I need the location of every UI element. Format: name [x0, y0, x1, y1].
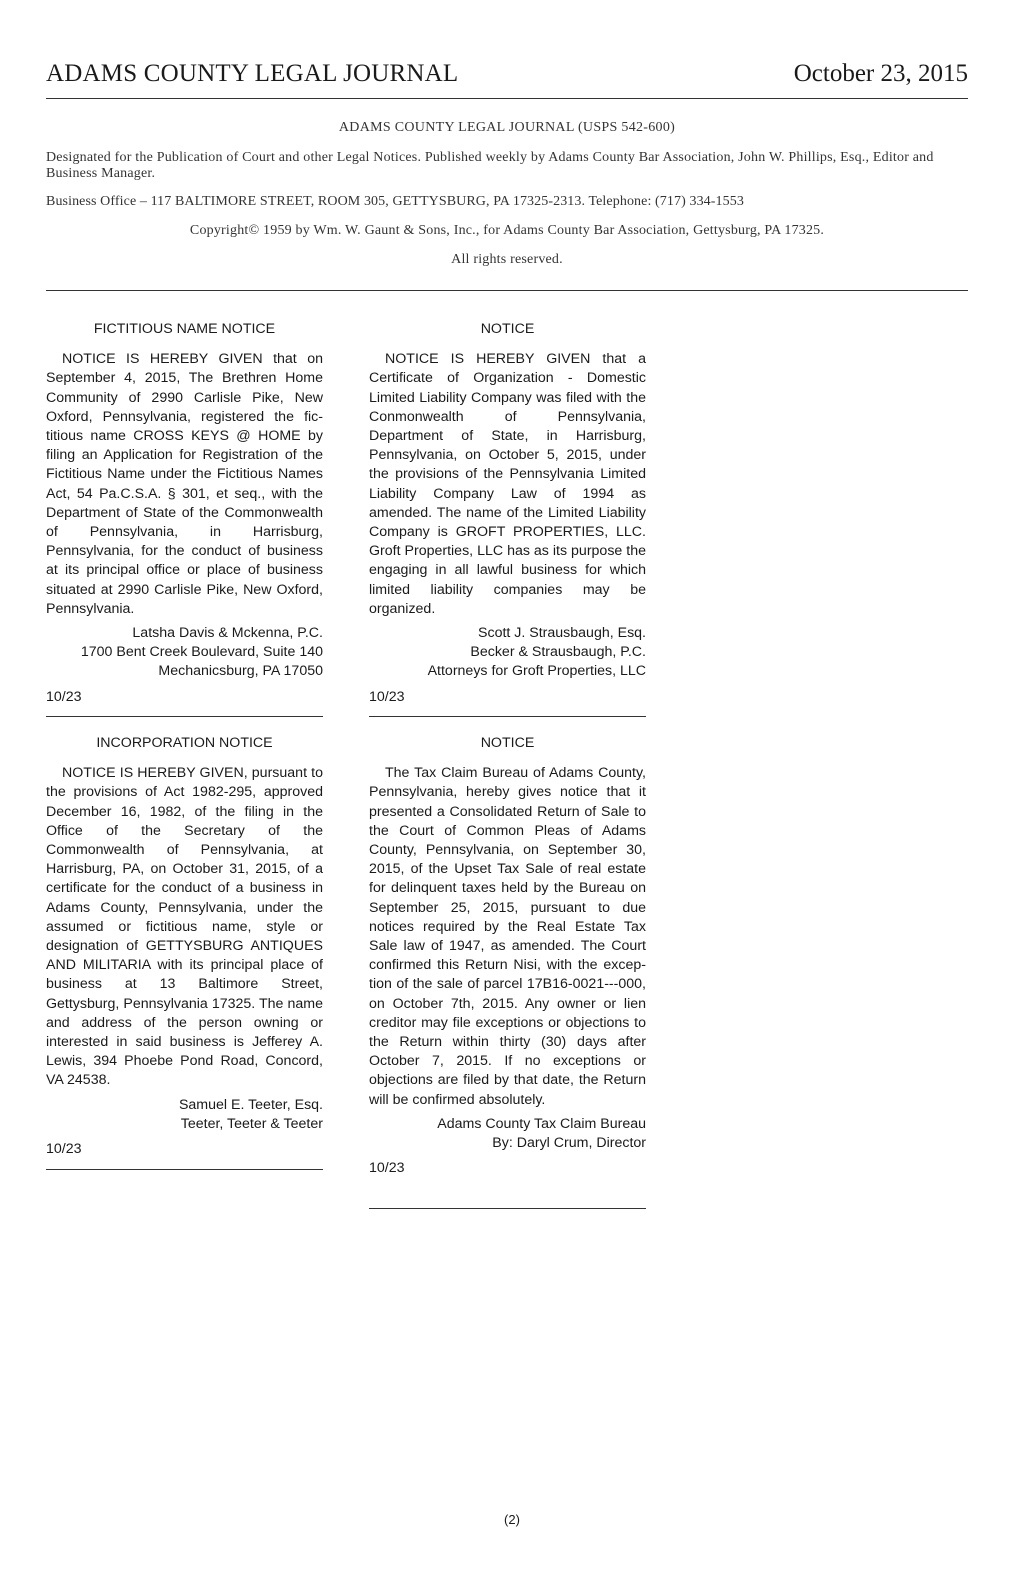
- notice-fictitious-name: [46, 320, 323, 717]
- page-number: (2): [504, 1512, 520, 1527]
- notice-date: 10/23: [369, 1160, 405, 1177]
- notice-tax-claim: [369, 734, 646, 1209]
- notice-heading: INCORPORATION NOTICE: [96, 735, 273, 751]
- signature-line: Becker & Strausbaugh, P.C.: [470, 644, 646, 661]
- running-header: [46, 58, 968, 99]
- copyright-line: Copyright© 1959 by Wm. W. Gaunt & Sons, Inc., for Adams County Bar Association, Gettysburg, PA 17325.: [189, 223, 825, 238]
- notice-llc-organization: [369, 320, 646, 717]
- masthead: [46, 118, 968, 291]
- signature-line: By: Daryl Crum, Director: [492, 1135, 646, 1152]
- notice-incorporation: [46, 734, 323, 1170]
- notice-heading: NOTICE: [480, 735, 535, 751]
- notice-signature: [46, 624, 323, 682]
- notice-signature: [369, 1115, 646, 1153]
- signature-line: Mechanicsburg, PA 17050: [158, 663, 323, 680]
- notice-date: 10/23: [46, 688, 82, 705]
- notice-heading: FICTITIOUS NAME NOTICE: [93, 321, 276, 337]
- signature-line: Scott J. Strausbaugh, Esq.: [478, 625, 646, 642]
- notice-body: The Tax Claim Bureau of Adams County, Pennsylvania, hereby gives notice that it presented a Consolidated Return of Sale to the Court of Common Pleas of Adams County, Pennsylvania, on September 30, 2015, of the Upset Tax Sale of real estate for delinquent taxes held by the Bureau on September 25, 2015, pursuant to due notices required by the Real Estate Tax Sale law of 1947, as amended. The Court confirmed this Return Nisi, with the exception of the sale of parcel 17B16-0021---000, on October 7th, 2015. Any owner or lien creditor may file exceptions or objections to the Return within thirty (30) days after October 7, 2015. If no exceptions or objections are filed by that date, the Return will be confirmed absolutely.: [369, 765, 646, 1108]
- issue-date: October 23, 2015: [793, 60, 968, 87]
- notice-date: 10/23: [369, 688, 405, 705]
- notice-signature: [46, 1096, 323, 1134]
- notice-body: NOTICE IS HEREBY GIVEN that on September 4, 2015, The Brethren Home Community of 2990 Carlisle Pike, New Oxford, Pennsylvania, registered the fictitious name CROSS KEYS @ HOME by filing an Application for Registration of the Fictitious Name under the Fictitious Names Act, 54 Pa.C.S.A. § 301, et seq., with the Department of State of the Commonwealth of Pennsylvania, in Harrisburg, Pennsylvania, for the conduct of business at its principal office or place of business situated at 2990 Carlisle Pike, New Oxford, Pennsylvania.: [46, 351, 323, 617]
- masthead-description: Designated for the Publication of Court and other Legal Notices. Published weekly by Adams County Bar Association, John W. Phillips, Esq., Editor and Business Manager.: [46, 150, 934, 181]
- signature-line: Latsha Davis & Mckenna, P.C.: [132, 625, 323, 642]
- signature-line: Samuel E. Teeter, Esq.: [178, 1096, 323, 1113]
- notice-body: NOTICE IS HEREBY GIVEN, pursuant to the provisions of Act 1982-295, approved December 16, 1982, of the filing in the Office of the Secretary of the Commonwealth of Pennsylvania, at Harrisburg, PA, on October 31, 2015, of a certificate for the conduct of a business in Adams County, Pennsylvania, under the assumed or fictitious name, style or designation of GETTYSBURG ANTIQUES AND MILITARIA with its principal place of business at 13 Baltimore Street, Gettysburg, Pennsylvania 17325. The name and address of the person owning or interested in said business is Jefferey A. Lewis, 394 Phoebe Pond Road, Concord, VA 24538.: [46, 765, 323, 1089]
- notice-date: 10/23: [46, 1141, 82, 1158]
- rights-line: All rights reserved.: [451, 252, 563, 267]
- signature-line: 1700 Bent Creek Boulevard, Suite 140: [80, 644, 323, 661]
- signature-line: Adams County Tax Claim Bureau: [437, 1115, 646, 1132]
- notice-signature: [369, 624, 646, 682]
- masthead-title: ADAMS COUNTY LEGAL JOURNAL (USPS 542-600): [338, 120, 676, 135]
- business-office: Business Office – 117 BALTIMORE STREET, ROOM 305, GETTYSBURG, PA 17325-2313. Telephone: (717) 334-1553: [46, 194, 744, 209]
- notice-body: NOTICE IS HEREBY GIVEN that a Certificate of Organization - Domestic Limited Liability Company was filed with the Conmonwealth of Pennsylvania, Department of State, in Harrisburg, Pennsylvania, on October 5, 2015, under the provisions of the Pennsylvania Limited Liability Company Law of 1994 as amended. The name of the Limited Liability Company is GROFT PROPERTIES, LLC. Groft Properties, LLC has as its purpose the engaging in all lawful business for which limited liability companies may be organized.: [369, 351, 646, 617]
- signature-line: Teeter, Teeter & Teeter: [180, 1115, 323, 1132]
- journal-title: ADAMS COUNTY LEGAL JOURNAL: [46, 60, 459, 87]
- notice-heading: NOTICE: [480, 321, 535, 337]
- signature-line: Attorneys for Groft Properties, LLC: [427, 663, 646, 680]
